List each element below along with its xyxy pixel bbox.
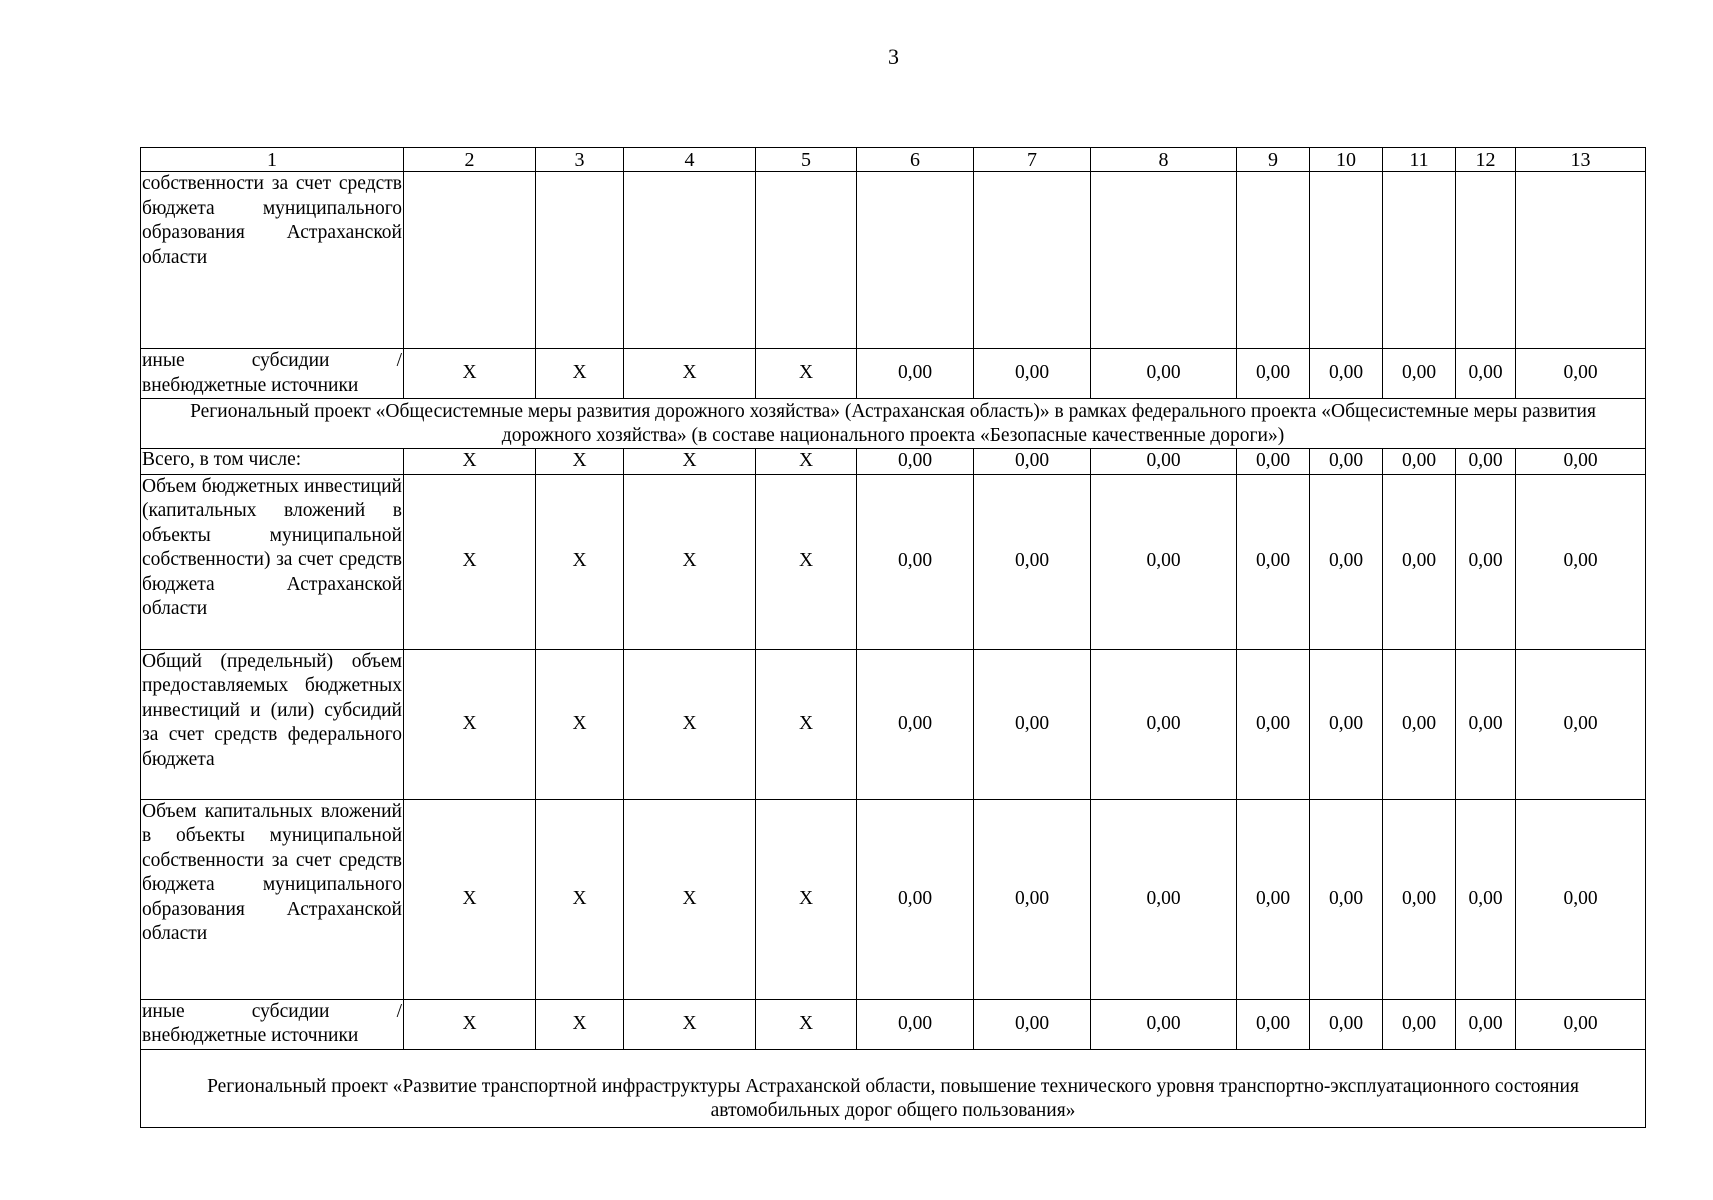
table-cell	[1516, 172, 1646, 349]
table-cell: 0,00	[1237, 799, 1310, 999]
table-cell: 0,00	[1516, 349, 1646, 399]
table-cell	[404, 172, 536, 349]
table-row	[141, 474, 1646, 649]
table-cell: 0,00	[1310, 999, 1383, 1049]
table-cell: Х	[756, 449, 857, 475]
table-cell: 0,00	[1237, 649, 1310, 799]
column-header: 5	[756, 148, 857, 172]
table-cell: Х	[536, 449, 624, 475]
table-cell: Х	[404, 474, 536, 649]
table-cell: Х	[756, 799, 857, 999]
table-cell: 0,00	[1091, 649, 1237, 799]
table-cell: 0,00	[1310, 449, 1383, 475]
table-cell: 0,00	[1516, 999, 1646, 1049]
table-cell: 0,00	[857, 474, 974, 649]
table-cell: Х	[404, 999, 536, 1049]
table-cell	[624, 172, 756, 349]
table-cell: 0,00	[1516, 474, 1646, 649]
table-cell: 0,00	[857, 799, 974, 999]
column-number-row	[141, 148, 1646, 172]
table-cell	[857, 172, 974, 349]
column-header: 6	[857, 148, 974, 172]
row-label: Объем бюджетных инвестиций (капитальных вложений в объекты муниципальной собственности) за счет средств бюджета Астраханской области	[141, 474, 404, 649]
table-cell: Х	[624, 449, 756, 475]
table-cell: Х	[624, 349, 756, 399]
table-cell: 0,00	[1383, 349, 1456, 399]
table-row	[141, 172, 1646, 349]
table-cell: 0,00	[1383, 474, 1456, 649]
table-row	[141, 449, 1646, 475]
table-cell: Х	[624, 649, 756, 799]
table-cell	[536, 172, 624, 349]
table-cell: 0,00	[1237, 999, 1310, 1049]
table-cell: Х	[536, 799, 624, 999]
table-cell	[1091, 172, 1237, 349]
table-cell: 0,00	[1091, 474, 1237, 649]
table-cell: 0,00	[974, 649, 1091, 799]
table-cell: Х	[536, 649, 624, 799]
table-cell: 0,00	[1383, 649, 1456, 799]
table-cell	[974, 172, 1091, 349]
table-cell: 0,00	[1310, 799, 1383, 999]
table-cell: Х	[624, 799, 756, 999]
column-header: 3	[536, 148, 624, 172]
table-row	[141, 349, 1646, 399]
column-header: 8	[1091, 148, 1237, 172]
row-label: Объем капитальных вложений в объекты муниципальной собственности за счет средств бюджета муниципального образования Астраханской области	[141, 799, 404, 999]
column-header: 10	[1310, 148, 1383, 172]
column-header: 4	[624, 148, 756, 172]
table-cell: 0,00	[1237, 449, 1310, 475]
column-header: 12	[1456, 148, 1516, 172]
table-cell: 0,00	[1456, 474, 1516, 649]
table-cell: 0,00	[974, 449, 1091, 475]
column-header: 7	[974, 148, 1091, 172]
column-header: 2	[404, 148, 536, 172]
table-cell: 0,00	[1456, 349, 1516, 399]
table-cell: 0,00	[1383, 999, 1456, 1049]
table-cell: 0,00	[1383, 799, 1456, 999]
section-title: Региональный проект «Общесистемные меры развития дорожного хозяйства» (Астраханская область)» в рамках федерального проекта «Общесистемные меры развития дорожного хозяйства» (в составе национального проекта «Безопасные качественные дороги»)	[141, 399, 1646, 449]
table-cell	[1383, 172, 1456, 349]
budget-table	[140, 147, 1646, 1128]
table-cell: 0,00	[974, 799, 1091, 999]
table-cell: 0,00	[1091, 999, 1237, 1049]
table-cell: 0,00	[1456, 449, 1516, 475]
table-cell: 0,00	[974, 999, 1091, 1049]
column-header: 11	[1383, 148, 1456, 172]
table-cell: Х	[756, 649, 857, 799]
table-cell: Х	[404, 349, 536, 399]
table-cell: 0,00	[1310, 649, 1383, 799]
table-cell: 0,00	[1383, 449, 1456, 475]
table-cell: 0,00	[1237, 349, 1310, 399]
table-row	[141, 999, 1646, 1049]
table-cell: Х	[756, 999, 857, 1049]
table-cell	[1237, 172, 1310, 349]
section-title-row	[141, 1049, 1646, 1127]
row-label: Всего, в том числе:	[141, 449, 404, 475]
table-cell: 0,00	[1310, 474, 1383, 649]
table-cell: 0,00	[1516, 449, 1646, 475]
table-row	[141, 649, 1646, 799]
row-label: Общий (предельный) объем предоставляемых бюджетных инвестиций и (или) субсидий за счет средств федерального бюджета	[141, 649, 404, 799]
table-cell: 0,00	[974, 349, 1091, 399]
table-cell: Х	[404, 799, 536, 999]
row-label: иные субсидии / внебюджетные источники	[141, 349, 404, 399]
table-cell: 0,00	[857, 349, 974, 399]
table-row	[141, 799, 1646, 999]
table-cell: 0,00	[857, 649, 974, 799]
table-cell: Х	[756, 474, 857, 649]
column-header: 1	[141, 148, 404, 172]
table-cell: Х	[536, 474, 624, 649]
column-header: 9	[1237, 148, 1310, 172]
column-header: 13	[1516, 148, 1646, 172]
table-cell: Х	[756, 349, 857, 399]
table-cell: 0,00	[1310, 349, 1383, 399]
table-cell: 0,00	[1456, 999, 1516, 1049]
table-cell: 0,00	[1516, 649, 1646, 799]
table-cell: 0,00	[857, 999, 974, 1049]
table-cell: 0,00	[857, 449, 974, 475]
row-label: иные субсидии / внебюджетные источники	[141, 999, 404, 1049]
table-cell: 0,00	[1456, 799, 1516, 999]
table-cell: Х	[404, 649, 536, 799]
table-cell: 0,00	[1091, 449, 1237, 475]
section-title: Региональный проект «Развитие транспортной инфраструктуры Астраханской области, повышение технического уровня транспортно-эксплуатационного состояния автомобильных дорог общего пользования»	[141, 1049, 1646, 1127]
table-cell: 0,00	[1456, 649, 1516, 799]
table-cell: 0,00	[1091, 799, 1237, 999]
table-cell: 0,00	[1516, 799, 1646, 999]
table-cell: 0,00	[974, 474, 1091, 649]
table-cell	[1456, 172, 1516, 349]
table-cell: Х	[536, 349, 624, 399]
table-cell	[1310, 172, 1383, 349]
section-title-row	[141, 399, 1646, 449]
table-cell: 0,00	[1237, 474, 1310, 649]
table-cell: Х	[624, 474, 756, 649]
table-cell: Х	[624, 999, 756, 1049]
table-cell: Х	[536, 999, 624, 1049]
table-cell: 0,00	[1091, 349, 1237, 399]
table-cell	[756, 172, 857, 349]
row-label: собственности за счет средств бюджета муниципального образования Астраханской области	[141, 172, 404, 349]
page-number: 3	[888, 44, 899, 69]
table-cell: Х	[404, 449, 536, 475]
